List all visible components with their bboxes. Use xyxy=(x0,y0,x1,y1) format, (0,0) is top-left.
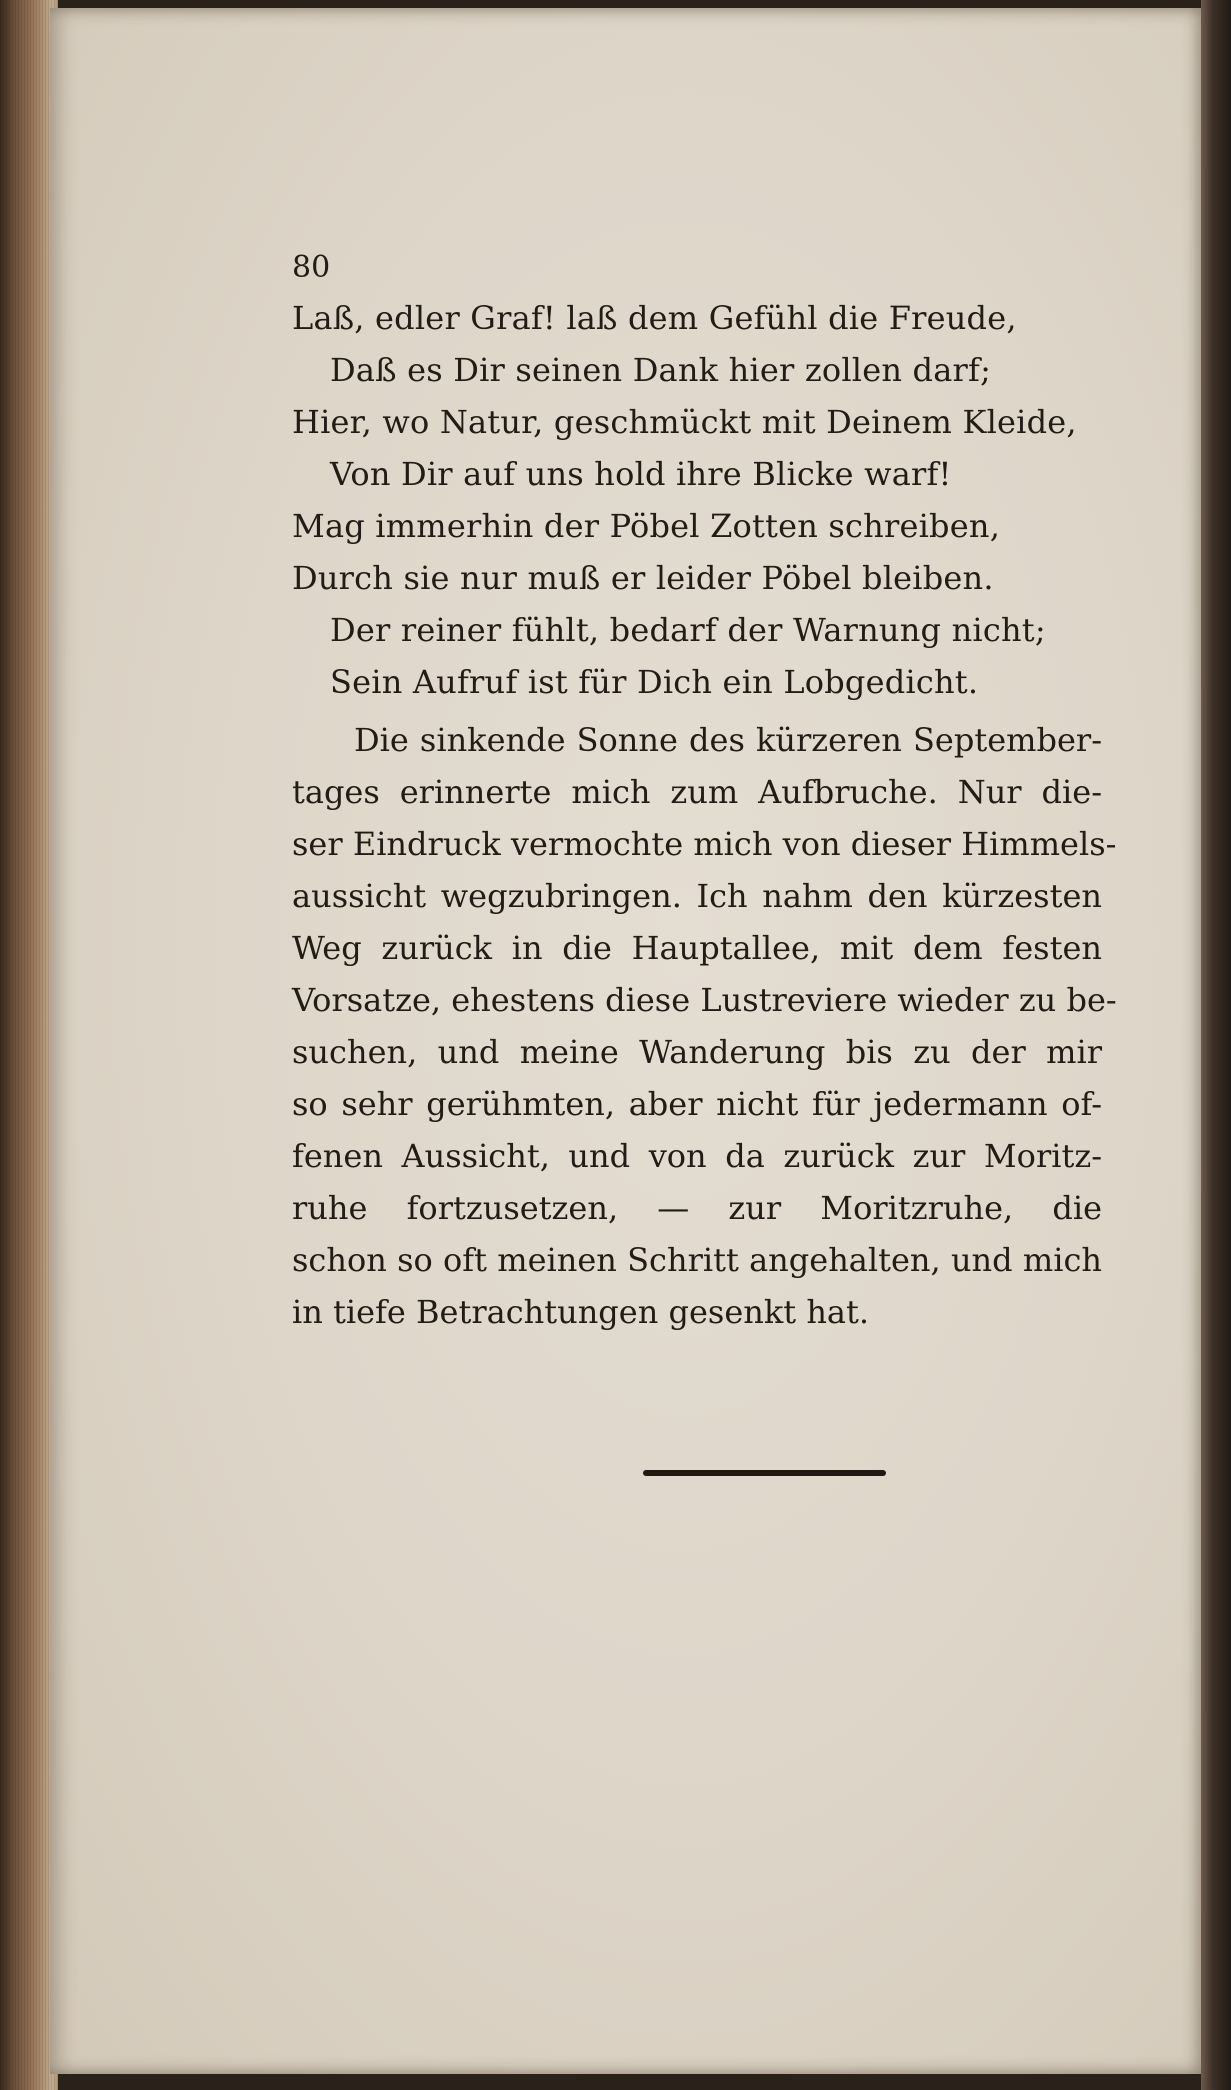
section-end-rule xyxy=(643,1470,886,1476)
prose-line: Die sinkende Sonne des kürzeren September- xyxy=(354,721,1102,759)
book-gutter xyxy=(1201,0,1231,2090)
prose-line: aussicht wegzubringen. Ich nahm den kürzesten xyxy=(292,877,1102,915)
prose-line: in tiefe Betrachtungen gesenkt hat. xyxy=(292,1293,870,1331)
prose-line: suchen, und meine Wanderung bis zu der mir xyxy=(292,1033,1102,1071)
poem-line: Hier, wo Natur, geschmückt mit Deinem Kleide, xyxy=(292,403,1077,441)
prose-line: ser Eindruck vermochte mich von dieser Himmels- xyxy=(292,825,1117,863)
prose-line: fenen Aussicht, und von da zurück zur Moritz- xyxy=(292,1137,1102,1175)
prose-line: Vorsatze, ehestens diese Lustreviere wieder zu be- xyxy=(292,981,1117,1019)
poem-line: Von Dir auf uns hold ihre Blicke warf! xyxy=(330,455,952,493)
prose-line: ruhe fortzusetzen, — zur Moritzruhe, die xyxy=(292,1189,1102,1227)
prose-line: so sehr gerühmten, aber nicht für jedermann of- xyxy=(292,1085,1102,1123)
poem-line: Mag immerhin der Pöbel Zotten schreiben, xyxy=(292,507,1001,545)
poem-line: Durch sie nur muß er leider Pöbel bleiben. xyxy=(292,559,994,597)
prose-line: Weg zurück in die Hauptallee, mit dem festen xyxy=(292,929,1102,967)
page-number: 80 xyxy=(292,250,331,285)
prose-line: schon so oft meinen Schritt angehalten, und mich xyxy=(292,1241,1102,1279)
poem-line: Sein Aufruf ist für Dich ein Lobgedicht. xyxy=(330,663,979,701)
prose-line: tages erinnerte mich zum Aufbruche. Nur die- xyxy=(292,773,1102,811)
poem-line: Daß es Dir seinen Dank hier zollen darf; xyxy=(330,351,992,389)
poem-line: Der reiner fühlt, bedarf der Warnung nicht; xyxy=(330,611,1046,649)
poem-line: Laß, edler Graf! laß dem Gefühl die Freude, xyxy=(292,299,1017,337)
